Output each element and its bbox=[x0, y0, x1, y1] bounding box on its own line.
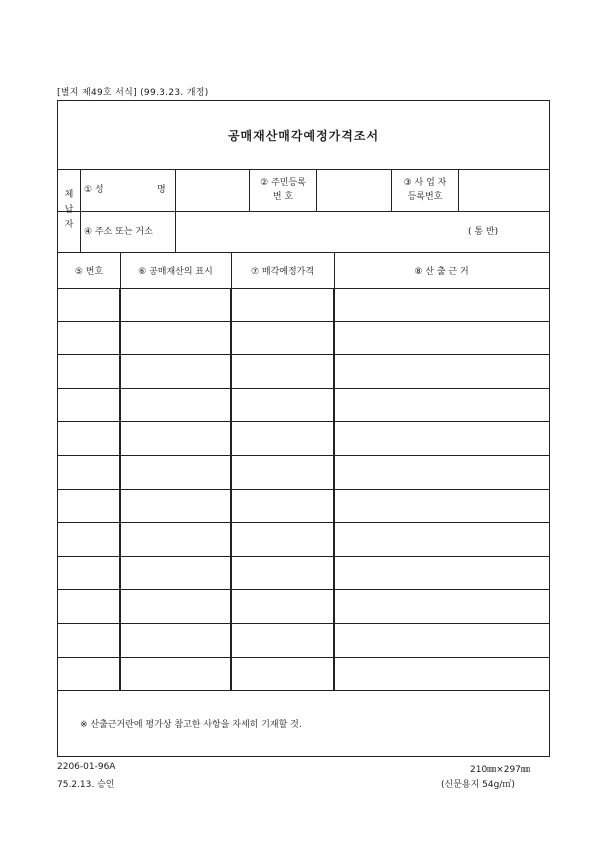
name-label-suffix: 명 bbox=[157, 185, 166, 195]
price-cell[interactable] bbox=[231, 456, 334, 489]
note-row bbox=[58, 691, 549, 756]
number-cell[interactable] bbox=[58, 557, 120, 590]
address-tong-ban: ( 통 반) bbox=[468, 227, 499, 237]
price-cell[interactable] bbox=[231, 557, 334, 590]
divider bbox=[175, 169, 176, 252]
table-body bbox=[58, 288, 549, 691]
property-cell[interactable] bbox=[120, 658, 231, 691]
property-cell[interactable] bbox=[120, 389, 231, 422]
business-reg-label bbox=[395, 176, 455, 204]
number-cell[interactable] bbox=[58, 624, 120, 657]
basis-cell[interactable] bbox=[334, 422, 549, 455]
name-field[interactable] bbox=[185, 183, 241, 197]
table-row bbox=[58, 624, 549, 658]
divider bbox=[316, 169, 317, 211]
basis-cell[interactable] bbox=[334, 658, 549, 691]
number-cell[interactable] bbox=[58, 658, 120, 691]
form-code: 2206-01-96A bbox=[57, 762, 116, 772]
form-number-label: [별지 제49호 서식] (99.3.23. 개정) bbox=[57, 88, 209, 98]
property-cell[interactable] bbox=[120, 288, 231, 321]
divider bbox=[80, 169, 81, 252]
biz-label-line: ③ 사 업 자 bbox=[403, 178, 447, 188]
basis-cell[interactable] bbox=[334, 523, 549, 556]
table-row bbox=[58, 490, 549, 524]
property-cell[interactable] bbox=[120, 557, 231, 590]
basis-cell[interactable] bbox=[334, 624, 549, 657]
number-cell[interactable] bbox=[58, 389, 120, 422]
price-cell[interactable] bbox=[231, 288, 334, 321]
table-row bbox=[58, 389, 549, 423]
table-row bbox=[58, 355, 549, 389]
number-cell[interactable] bbox=[58, 490, 120, 523]
basis-cell[interactable] bbox=[334, 456, 549, 489]
property-cell[interactable] bbox=[120, 490, 231, 523]
price-cell[interactable] bbox=[231, 422, 334, 455]
basis-cell[interactable] bbox=[334, 557, 549, 590]
basis-cell[interactable] bbox=[334, 288, 549, 321]
form-frame bbox=[57, 100, 550, 757]
address-field[interactable] bbox=[185, 225, 465, 239]
price-cell[interactable] bbox=[231, 322, 334, 355]
basis-cell[interactable] bbox=[334, 389, 549, 422]
price-cell[interactable] bbox=[231, 490, 334, 523]
table-row bbox=[58, 322, 549, 356]
divider bbox=[249, 169, 250, 211]
table-row bbox=[58, 523, 549, 557]
rrn-label bbox=[253, 176, 313, 204]
price-cell[interactable] bbox=[231, 355, 334, 388]
table-row bbox=[58, 288, 549, 322]
rrn-label-line: 번 호 bbox=[272, 192, 294, 202]
property-cell[interactable] bbox=[120, 322, 231, 355]
address-label: ④ 주소 또는 거소 bbox=[84, 227, 153, 237]
paper-type: (신문용지 54g/㎡) bbox=[441, 780, 515, 790]
basis-cell[interactable] bbox=[334, 322, 549, 355]
number-cell[interactable] bbox=[58, 422, 120, 455]
table-row bbox=[58, 422, 549, 456]
basis-cell[interactable] bbox=[334, 490, 549, 523]
basis-cell[interactable] bbox=[334, 355, 549, 388]
price-cell[interactable] bbox=[231, 389, 334, 422]
price-cell[interactable] bbox=[231, 624, 334, 657]
number-cell[interactable] bbox=[58, 456, 120, 489]
biz-label-line: 등록번호 bbox=[407, 192, 443, 202]
table-row bbox=[58, 456, 549, 490]
number-cell[interactable] bbox=[58, 523, 120, 556]
business-reg-field[interactable] bbox=[464, 183, 544, 197]
delinquent-side-label bbox=[62, 188, 76, 233]
approval-date: 75.2.13. 승인 bbox=[57, 780, 115, 790]
basis-cell[interactable] bbox=[334, 590, 549, 623]
paper-size: 210㎜×297㎜ bbox=[470, 765, 530, 775]
price-cell[interactable] bbox=[231, 590, 334, 623]
property-cell[interactable] bbox=[120, 590, 231, 623]
rrn-field[interactable] bbox=[322, 183, 384, 197]
number-cell[interactable] bbox=[58, 288, 120, 321]
header-basis: ⑧ 산 출 근 거 bbox=[414, 266, 469, 277]
number-cell[interactable] bbox=[58, 355, 120, 388]
table-row bbox=[58, 557, 549, 591]
name-label: ① 성 bbox=[84, 185, 104, 195]
number-cell[interactable] bbox=[58, 322, 120, 355]
divider bbox=[458, 169, 459, 211]
price-cell[interactable] bbox=[231, 523, 334, 556]
rrn-label-line: ② 주민등록 bbox=[260, 178, 306, 188]
property-cell[interactable] bbox=[120, 422, 231, 455]
number-cell[interactable] bbox=[58, 590, 120, 623]
divider bbox=[58, 211, 549, 212]
property-cell[interactable] bbox=[120, 624, 231, 657]
property-cell[interactable] bbox=[120, 523, 231, 556]
side-char: 체 bbox=[64, 190, 74, 200]
divider bbox=[391, 169, 392, 211]
table-row bbox=[58, 590, 549, 624]
header-number: ⑤ 번호 bbox=[74, 266, 104, 277]
table-row bbox=[58, 658, 549, 692]
property-cell[interactable] bbox=[120, 355, 231, 388]
title-row bbox=[58, 101, 549, 170]
side-char: 자 bbox=[64, 220, 74, 230]
header-property: ⑥ 공매재산의 표시 bbox=[138, 266, 213, 277]
header-price: ⑦ 매각예정가격 bbox=[250, 266, 315, 277]
property-cell[interactable] bbox=[120, 456, 231, 489]
side-char: 납 bbox=[64, 205, 74, 215]
price-cell[interactable] bbox=[231, 658, 334, 691]
form-title: 공매재산매각예정가격조서 bbox=[227, 128, 380, 143]
note-text: ※ 산출근거란에 평가상 참고한 사항을 자세히 기재할 것. bbox=[80, 720, 302, 730]
